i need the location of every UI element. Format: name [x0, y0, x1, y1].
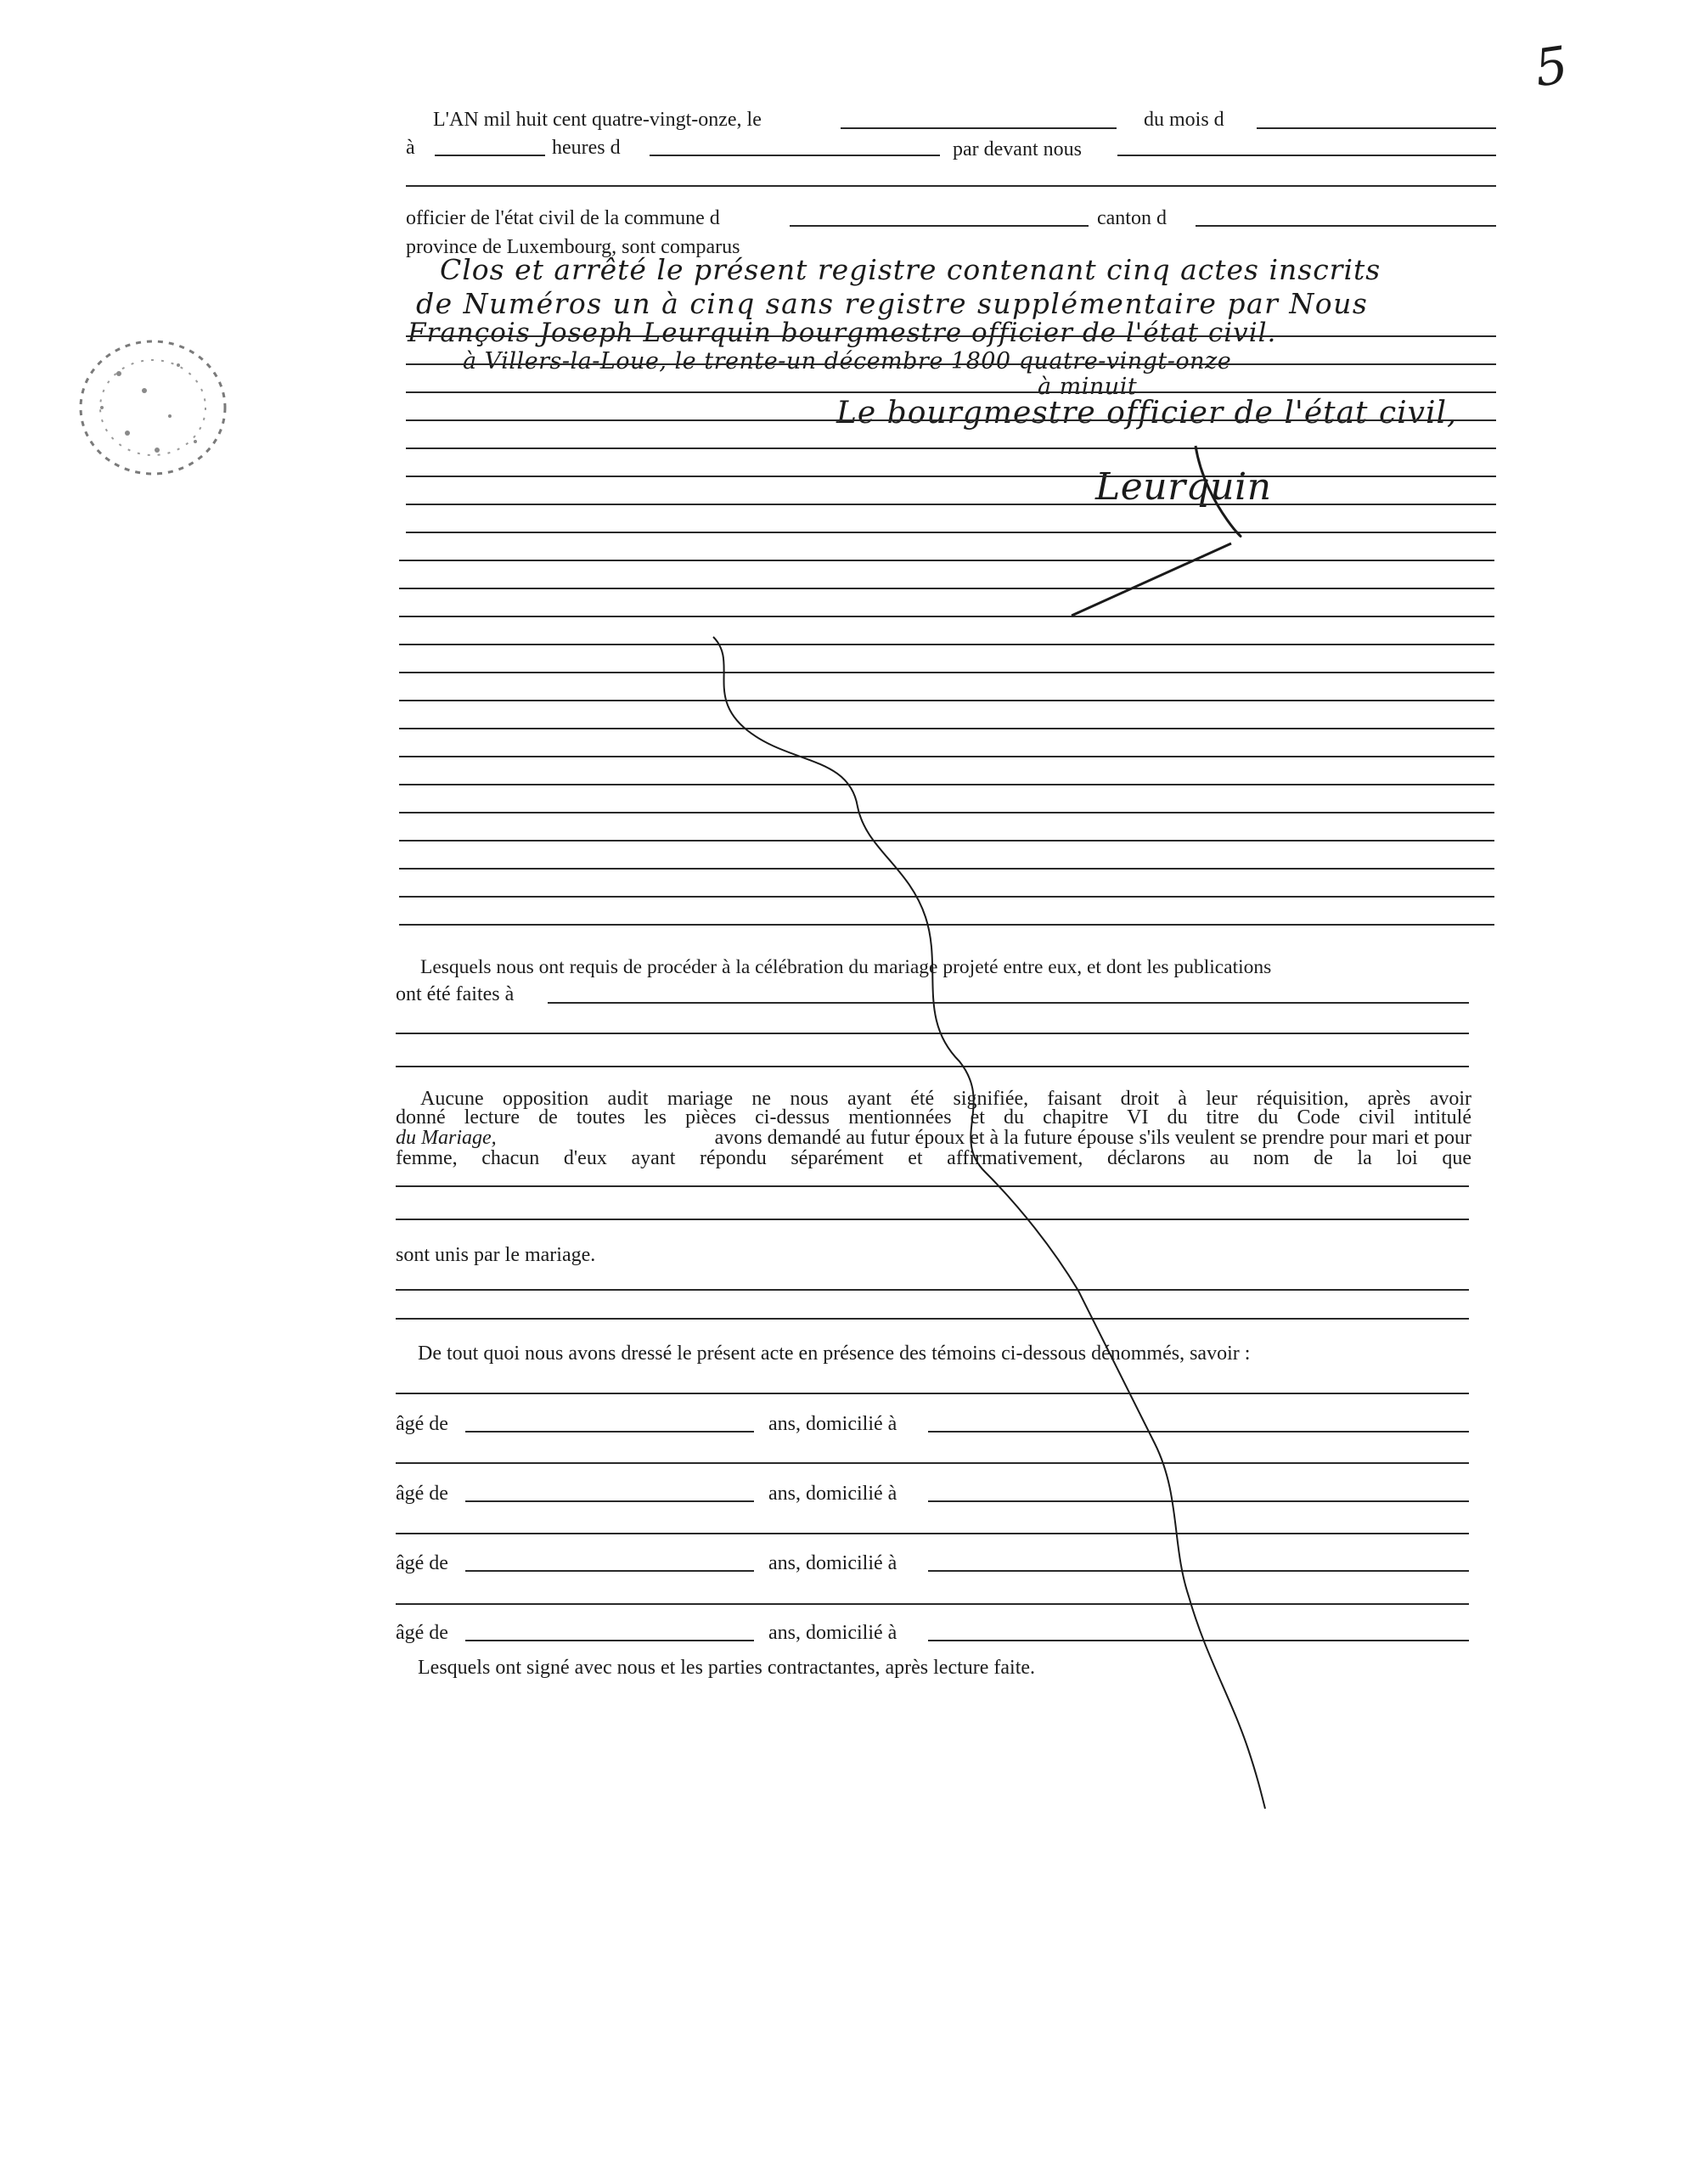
header-line-3a: officier de l'état civil de la commune d: [406, 207, 720, 229]
handwritten-line-4: à Villers-la-Loue, le trente-un décembre 1800 quatre-vingt-onze: [463, 348, 1232, 374]
publications-line-1: Lesquels nous ont requis de procéder à la célébration du mariage projeté entre eux, et dont les publications: [420, 956, 1272, 978]
header-line-3b: canton d: [1097, 207, 1167, 229]
united-text: sont unis par le mariage.: [396, 1244, 596, 1266]
witness-1-dom: ans, domicilié à: [768, 1413, 897, 1435]
signature: Leurquin: [1095, 465, 1272, 509]
witness-3-age: âgé de: [396, 1552, 448, 1574]
header-line-2a: à: [406, 137, 415, 159]
header-line-1b: du mois d: [1144, 109, 1224, 131]
closing-vertical-stroke: [713, 637, 1265, 1809]
witness-1-age: âgé de: [396, 1413, 448, 1435]
handwritten-line-5: à minuit: [1038, 374, 1138, 400]
witness-2-dom: ans, domicilié à: [768, 1483, 897, 1505]
header-line-2b: heures d: [552, 137, 621, 159]
witnesses-intro: De tout quoi nous avons dressé le présent acte en présence des témoins ci-dessous dénommés, savoir :: [418, 1342, 1251, 1365]
header-line-1a: L'AN mil huit cent quatre-vingt-onze, le: [433, 109, 762, 131]
declaration-line-4: femme, chacun d'eux ayant répondu séparément et affirmativement, déclarons au nom de la loi que: [396, 1147, 1471, 1169]
signature-flourish: [1072, 446, 1241, 616]
header-line-4: province de Luxembourg, sont comparus: [406, 236, 740, 258]
handwritten-line-3: François Joseph Leurquin bourgmestre officier de l'état civil.: [408, 318, 1277, 348]
page-number-marker: 5: [1531, 35, 1573, 99]
witness-4-age: âgé de: [396, 1622, 448, 1644]
declaration-line-2: donné lecture de toutes les pièces ci-dessus mentionnées et du chapitre VI du titre du Code civil intitulé: [396, 1106, 1471, 1129]
witness-4-dom: ans, domicilié à: [768, 1622, 897, 1644]
witness-3-dom: ans, domicilié à: [768, 1552, 897, 1574]
handwritten-line-6: Le bourgmestre officier de l'état civil,: [836, 396, 1458, 431]
declaration-line-1: Aucune opposition audit mariage ne nous ayant été signifiée, faisant droit à leur réquisition, après avoir: [420, 1088, 1471, 1110]
publications-line-2: ont été faites à: [396, 983, 515, 1005]
du-mariage-italic: du Mariage,: [396, 1127, 497, 1149]
closing-text: Lesquels ont signé avec nous et les parties contractantes, après lecture faite.: [418, 1657, 1036, 1679]
handwritten-line-1: Clos et arrêté le présent registre contenant cinq actes inscrits: [440, 253, 1381, 286]
declaration-line-3-rest: avons demandé au futur époux et à la future épouse s'ils veulent se prendre pour mari et pour: [714, 1127, 1471, 1149]
witness-2-age: âgé de: [396, 1483, 448, 1505]
handwritten-line-2: de Numéros un à cinq sans registre supplémentaire par Nous: [416, 287, 1369, 320]
header-line-2c: par devant nous: [953, 138, 1082, 160]
